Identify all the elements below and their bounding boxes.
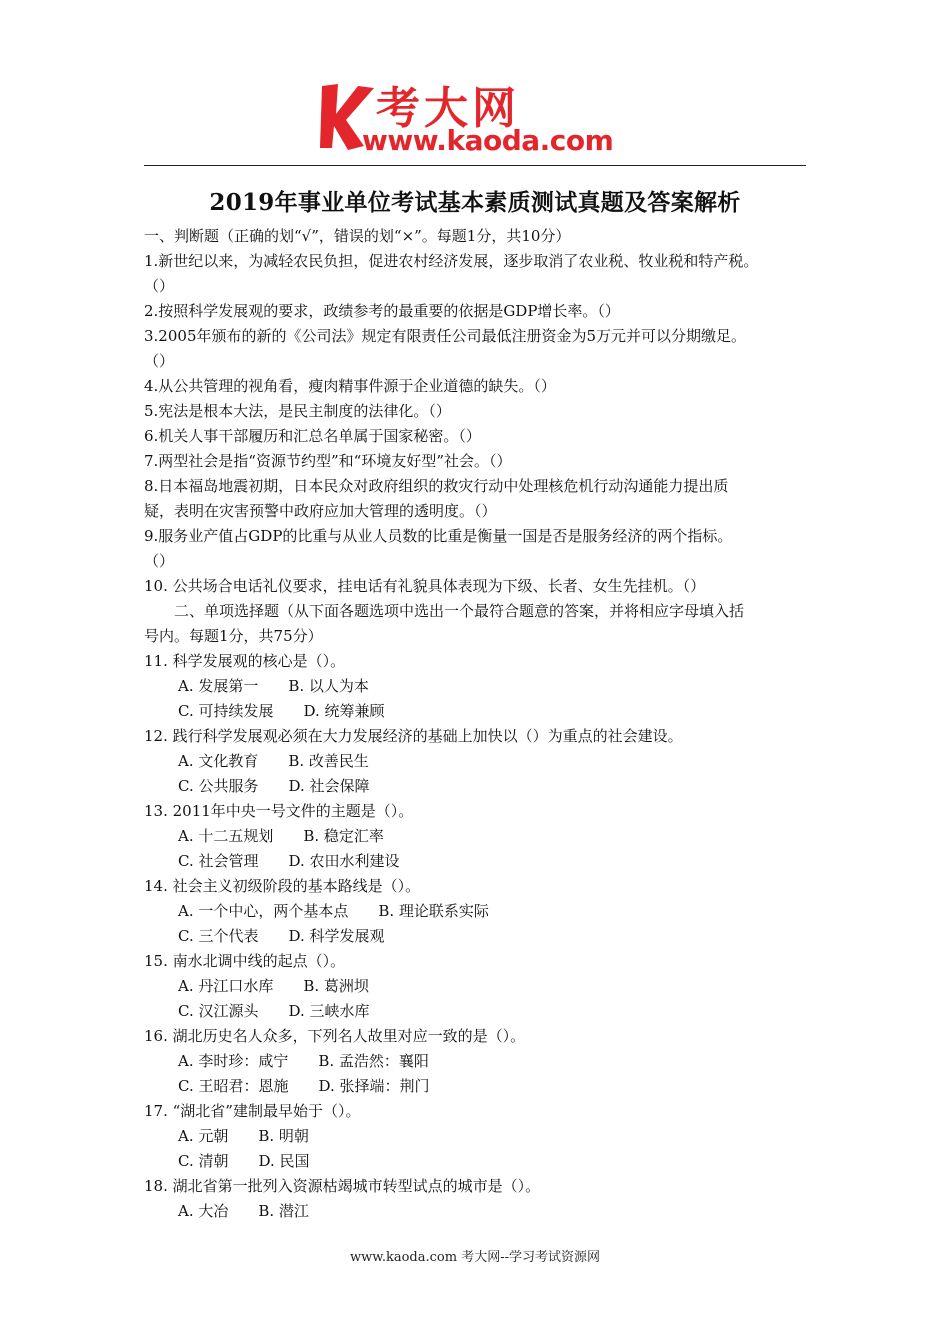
question-text: 7.两型社会是指“资源节约型”和“环境友好型”社会。（） [144, 452, 512, 470]
header-divider [144, 165, 806, 166]
answer-blank: （） [144, 552, 175, 570]
question-text: 2.按照科学发展观的要求，政绩参考的最重要的依据是GDP增长率。（） [144, 302, 620, 320]
question-text: 4.从公共管理的视角看，瘦肉精事件源于企业道德的缺失。（） [144, 377, 556, 395]
question-options: C. 汉江源头 D. 三峡水库 [178, 1002, 370, 1020]
question-options: A. 大冶 B. 潜江 [178, 1202, 309, 1220]
question-text: 1.新世纪以来，为减轻农民负担，促进农村经济发展，逐步取消了农业税、牧业税和特产税。 [144, 252, 759, 270]
kaoda-logo[interactable] [318, 80, 648, 160]
question-options: A. 十二五规划 B. 稳定汇率 [178, 827, 384, 845]
question-options: A. 文化教育 B. 改善民生 [178, 752, 369, 770]
page-footer: www.kaoda.com 考大网--学习考试资源网 [350, 1250, 600, 1265]
question-options: C. 社会管理 D. 农田水利建设 [178, 852, 400, 870]
question-options: A. 李时珍：咸宁 B. 孟浩然：襄阳 [178, 1052, 429, 1070]
answer-blank: （） [144, 352, 175, 370]
document-title: 2019年事业单位考试基本素质测试真题及答案解析 [209, 189, 741, 216]
question-text: 13. 2011年中央一号文件的主题是（）。 [144, 802, 414, 820]
question-options: A. 丹江口水库 B. 葛洲坝 [178, 977, 369, 995]
question-text: 16. 湖北历史名人众多，下列名人故里对应一致的是（）。 [144, 1027, 526, 1045]
question-options: A. 元朝 B. 明朝 [178, 1127, 309, 1145]
question-options: C. 可持续发展 D. 统筹兼顾 [178, 702, 385, 720]
answer-blank: （） [144, 277, 175, 295]
section-heading: 二、单项选择题（从下面各题选项中选出一个最符合题意的答案，并将相应字母填入括 [144, 602, 745, 620]
question-text: 疑，表明在灾害预警中政府应加大管理的透明度。（） [144, 502, 497, 520]
logo-url: www.kaoda.com [362, 124, 614, 157]
question-text: 14. 社会主义初级阶段的基本路线是（）。 [144, 877, 421, 895]
question-text: 12. 践行科学发展观必须在大力发展经济的基础上加快以（）为重点的社会建设。 [144, 727, 683, 745]
question-options: C. 三个代表 D. 科学发展观 [178, 927, 385, 945]
section-heading: 一、判断题（正确的划“√”，错误的划“×”。每题1分，共10分） [144, 227, 571, 245]
question-text: 8.日本福岛地震初期，日本民众对政府组织的救灾行动中处理核危机行动沟通能力提出质 [144, 477, 729, 495]
question-options: C. 公共服务 D. 社会保障 [178, 777, 370, 795]
document-body [144, 224, 812, 1224]
question-text: 11. 科学发展观的核心是（）。 [144, 652, 346, 670]
question-options: C. 王昭君：恩施 D. 张择端：荆门 [178, 1077, 430, 1095]
question-text: 6.机关人事干部履历和汇总名单属于国家秘密。（） [144, 427, 481, 445]
question-text: 17. “湖北省”建制最早始于（）。 [144, 1102, 361, 1120]
question-text: 15. 南水北调中线的起点（）。 [144, 952, 346, 970]
question-text: 18. 湖北省第一批列入资源枯竭城市转型试点的城市是（）。 [144, 1177, 541, 1195]
logo-name: 考大网 [376, 83, 520, 134]
question-options: C. 清朝 D. 民国 [178, 1152, 310, 1170]
question-text: 3.2005年颁布的新的《公司法》规定有限责任公司最低注册资金为5万元并可以分期缴足。 [144, 327, 747, 345]
question-options: A. 一个中心，两个基本点 B. 理论联系实际 [178, 902, 489, 920]
question-text: 10. 公共场合电话礼仪要求，挂电话有礼貌具体表现为下级、长者、女生先挂机。（） [144, 577, 706, 595]
question-options: A. 发展第一 B. 以人为本 [178, 677, 369, 695]
section-heading: 号内。每题1分，共75分） [144, 627, 323, 645]
question-text: 9.服务业产值占GDP的比重与从业人员数的比重是衡量一国是否是服务经济的两个指标。 [144, 527, 733, 545]
question-text: 5.宪法是根本大法，是民主制度的法律化。（） [144, 402, 451, 420]
